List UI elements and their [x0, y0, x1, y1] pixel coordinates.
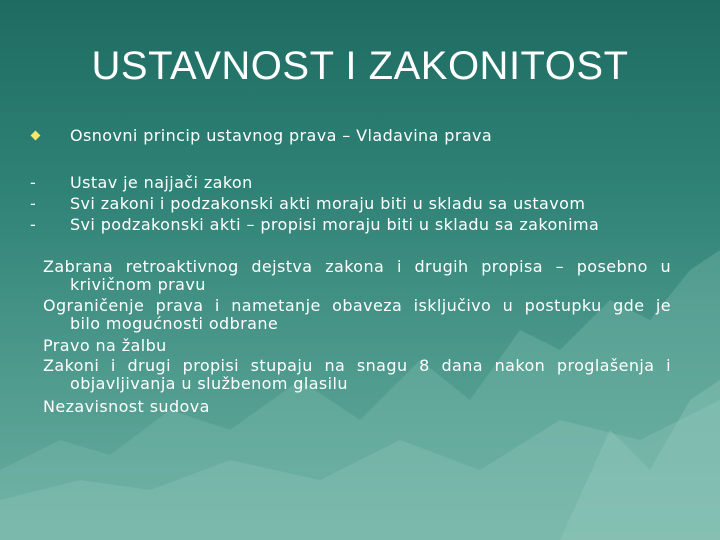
paragraph-retroactivity-line2: krivičnom pravu: [70, 275, 206, 294]
dash-marker: -: [30, 194, 37, 213]
main-bullet-text: Osnovni princip ustavnog prava – Vladavina prava: [70, 126, 493, 145]
paragraph-entry-into-force-line2: objavljivanja u službenom glasilu: [70, 374, 348, 393]
dash-item-text: Ustav je najjači zakon: [70, 173, 253, 192]
paragraph-restriction-line1: Ograničenje prava i nametanje obaveza isključivo u postupku gde je: [43, 296, 671, 315]
slide-title: USTAVNOST I ZAKONITOST: [91, 44, 629, 88]
paragraph-appeal: Pravo na žalbu: [43, 336, 167, 355]
dash-item-text: Svi podzakonski akti – propisi moraju biti u skladu sa zakonima: [70, 215, 600, 234]
paragraph-entry-into-force-line1: Zakoni i drugi propisi stupaju na snagu 8 dana nakon proglašenja i: [43, 356, 671, 375]
paragraph-restriction-line2: bilo mogućnosti odbrane: [70, 314, 279, 333]
paragraph-court-independence: Nezavisnost sudova: [43, 397, 210, 416]
dash-marker: -: [30, 173, 37, 192]
dash-marker: -: [30, 215, 37, 234]
paragraph-retroactivity-line1: Zabrana retroaktivnog dejstva zakona i drugih propisa – posebno u: [43, 257, 671, 276]
dash-item-text: Svi zakoni i podzakonski akti moraju biti u skladu sa ustavom: [70, 194, 586, 213]
